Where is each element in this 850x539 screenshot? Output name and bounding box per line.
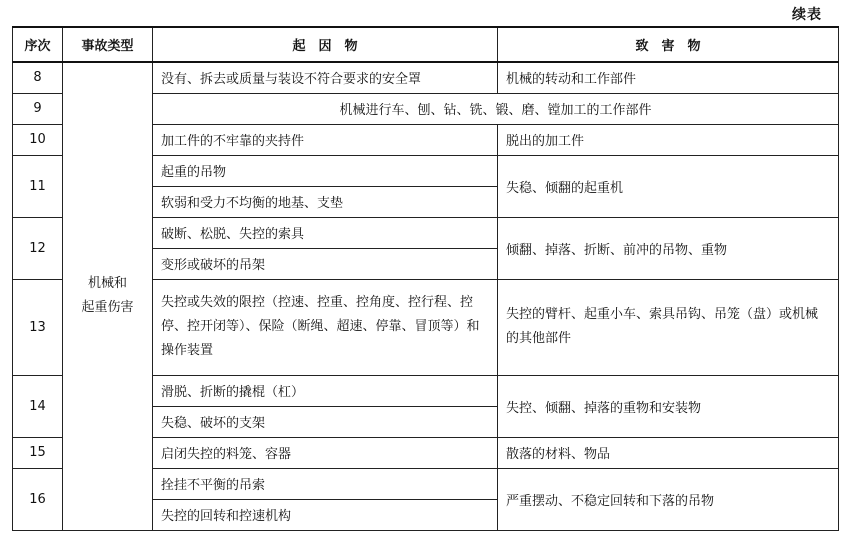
cause-cell: 软弱和受力不均衡的地基、支垫 [153, 186, 498, 217]
harm-cell: 失控、倾翻、掉落的重物和安装物 [498, 375, 839, 437]
merged-cell: 机械进行车、刨、钻、铣、锻、磨、镗加工的工作部件 [153, 93, 839, 124]
row-no: 16 [13, 468, 63, 530]
row-no: 13 [13, 279, 63, 375]
table-row [13, 62, 839, 93]
row-no: 9 [13, 93, 63, 124]
harm-cell: 严重摆动、不稳定回转和下落的吊物 [498, 468, 839, 530]
cause-cell: 破断、松脱、失控的索具 [153, 217, 498, 248]
harm-cell: 失稳、倾翻的起重机 [498, 155, 839, 217]
cause-cell: 启闭失控的料笼、容器 [153, 437, 498, 468]
cause-cell: 滑脱、折断的撬棍（杠） [153, 375, 498, 406]
row-no: 10 [13, 124, 63, 155]
category-cell [63, 62, 153, 530]
header-cause: 起 因 物 [153, 27, 498, 62]
accident-table [12, 26, 839, 531]
harm-cell: 机械的转动和工作部件 [498, 62, 839, 93]
harm-cell: 脱出的加工件 [498, 124, 839, 155]
row-no: 12 [13, 217, 63, 279]
cause-cell: 拴挂不平衡的吊索 [153, 468, 498, 499]
row-no: 15 [13, 437, 63, 468]
category-line: 机械和 [87, 276, 127, 292]
header-type: 事故类型 [63, 27, 153, 62]
cause-cell: 失控的回转和控速机构 [153, 499, 498, 530]
row-no: 11 [13, 155, 63, 217]
harm-cell: 倾翻、掉落、折断、前冲的吊物、重物 [498, 217, 839, 279]
cause-cell: 加工件的不牢靠的夹持件 [153, 124, 498, 155]
cause-cell: 起重的吊物 [153, 155, 498, 186]
cause-cell: 失稳、破坏的支架 [153, 406, 498, 437]
cause-cell: 失控或失效的限控（控速、控重、控角度、控行程、控停、控开闭等）、保险（断绳、超速、停靠、冒顶等）和操作装置 [153, 279, 498, 375]
cause-cell: 没有、拆去或质量与装设不符合要求的安全罩 [153, 62, 498, 93]
table-header-row [13, 27, 839, 62]
cause-cell: 变形或破坏的吊架 [153, 248, 498, 279]
header-harm: 致 害 物 [498, 27, 839, 62]
category-line: 起重伤害 [81, 300, 134, 316]
header-no: 序次 [13, 27, 63, 62]
harm-cell: 失控的臂杆、起重小车、索具吊钩、吊笼（盘）或机械的其他部件 [498, 279, 839, 375]
harm-cell: 散落的材料、物品 [498, 437, 839, 468]
row-no: 8 [13, 62, 63, 93]
continued-table-note: 续表 [792, 7, 822, 23]
row-no: 14 [13, 375, 63, 437]
